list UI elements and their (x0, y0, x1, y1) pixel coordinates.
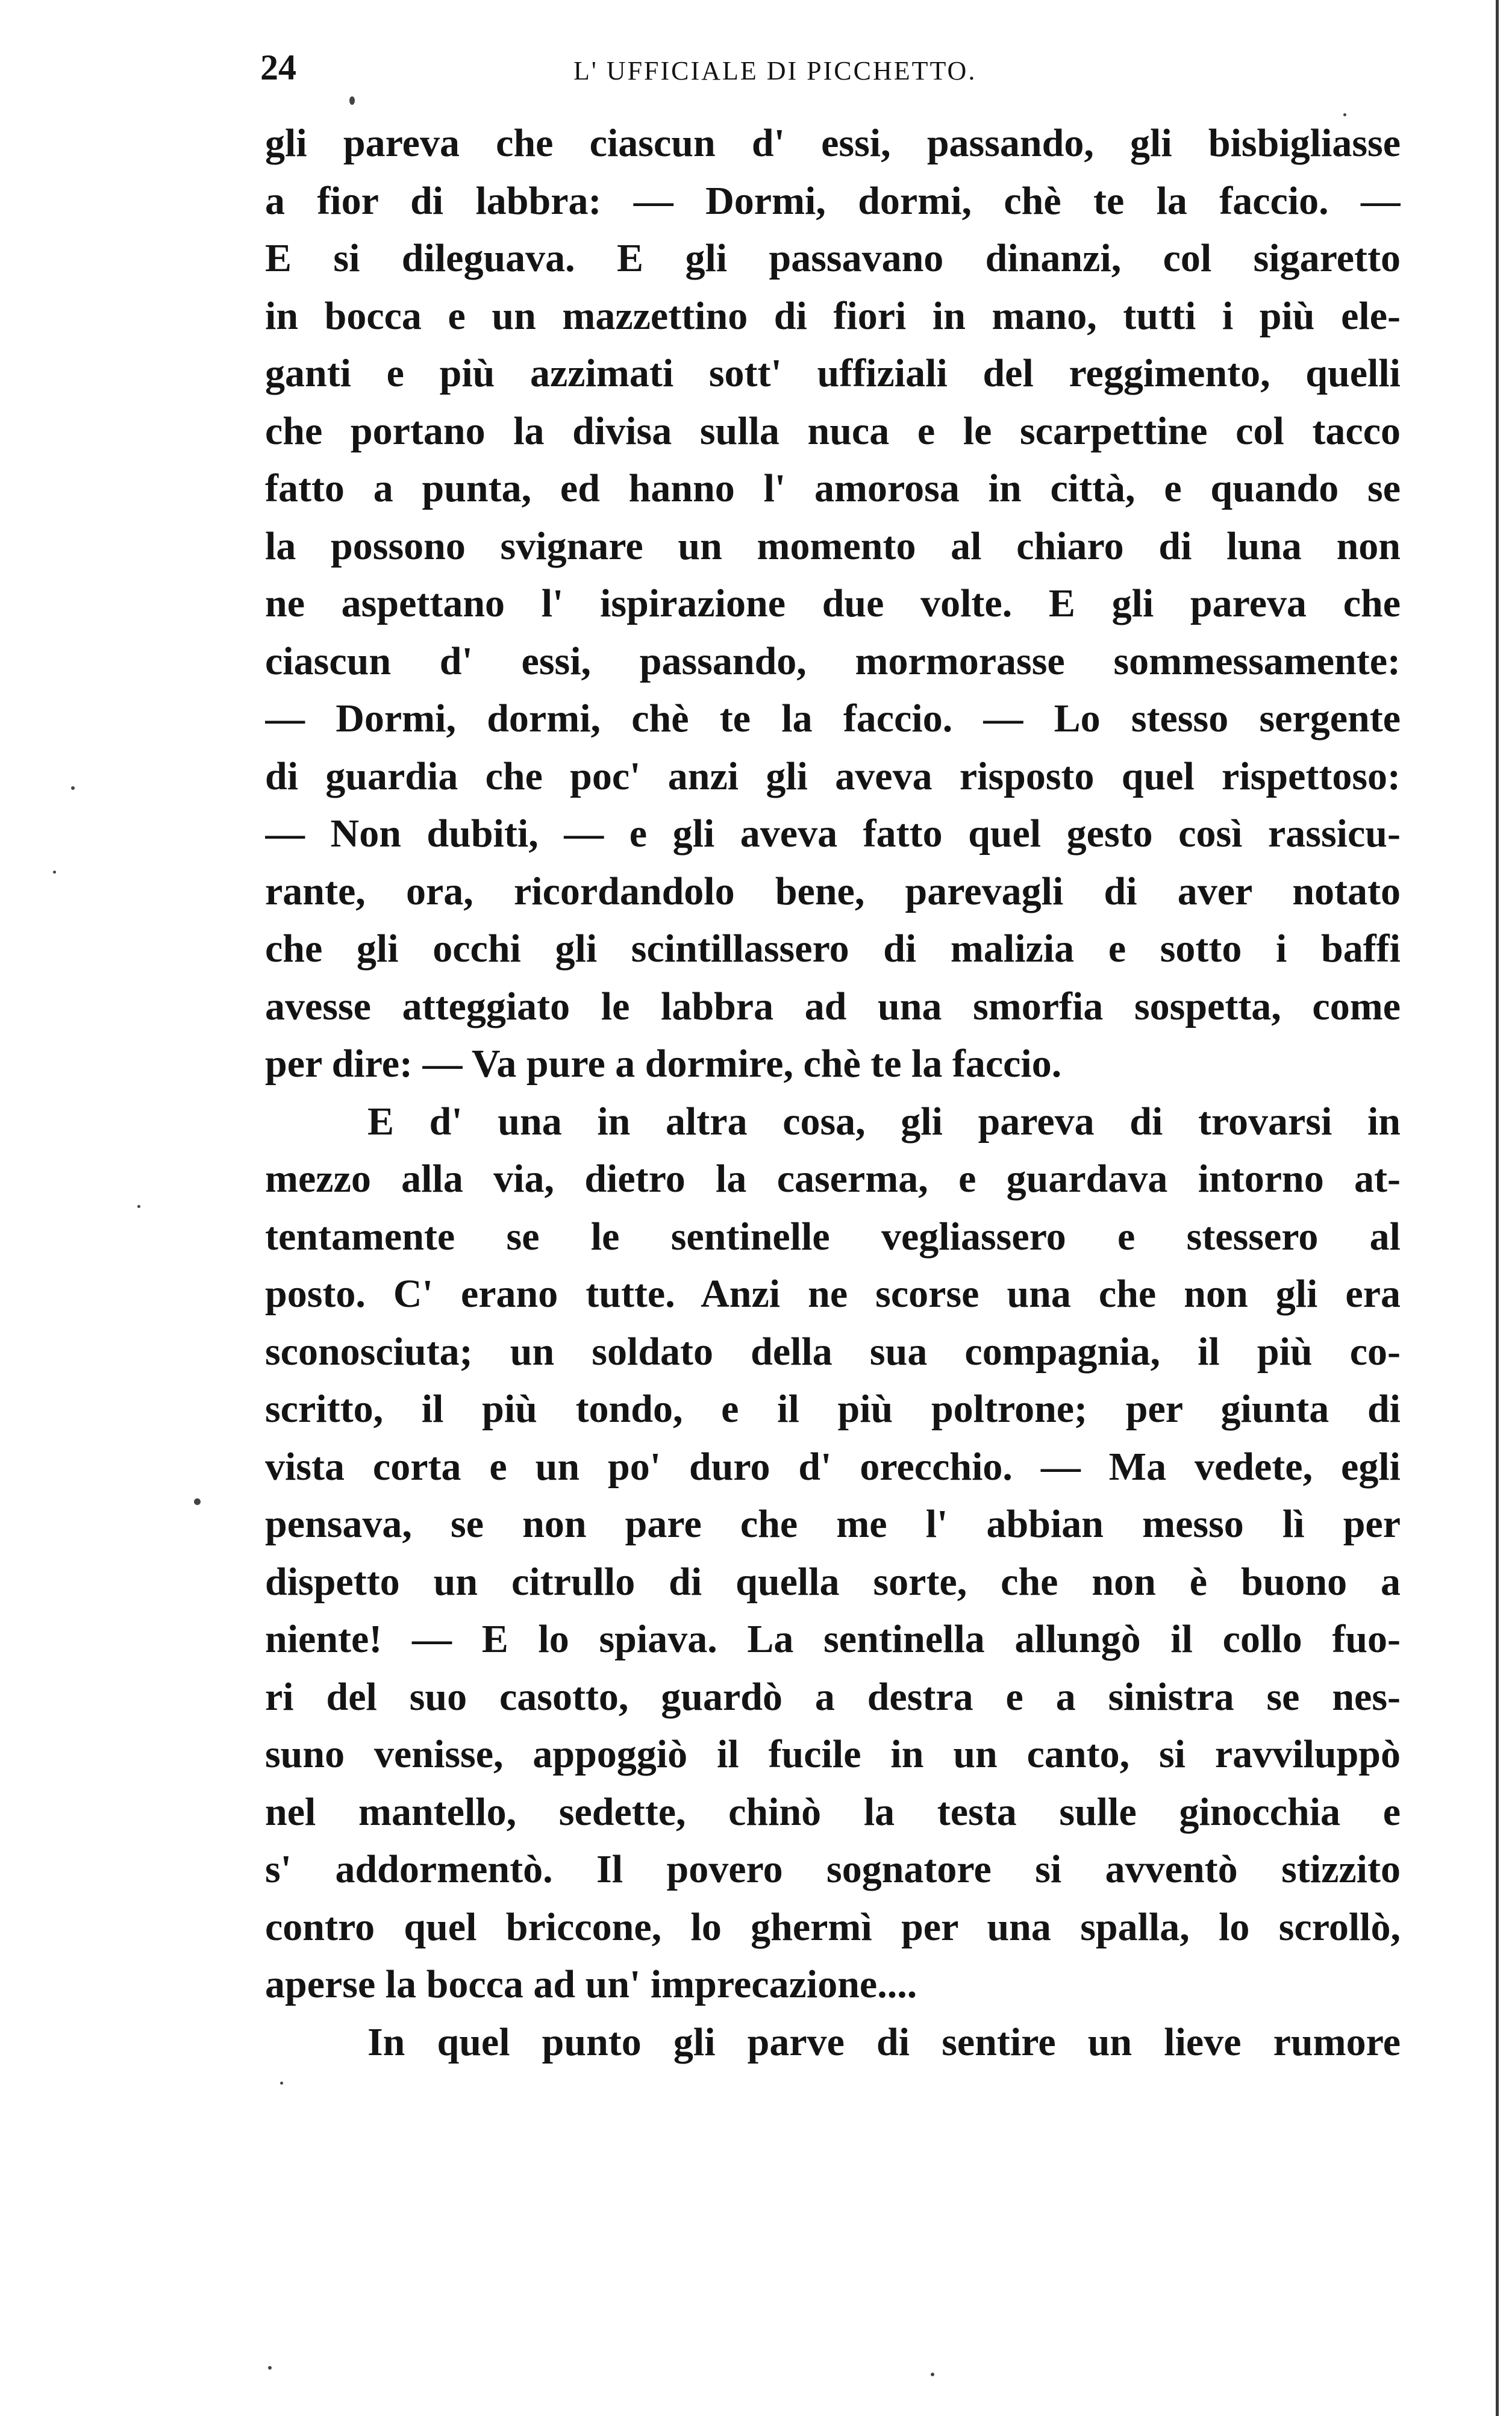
text-line: nel mantello, sedette, chinò la testa sulle ginocchia e (265, 1789, 1401, 1834)
text-line: ri del suo casotto, guardò a destra e a sinistra se nes- (265, 1674, 1401, 1719)
text-line: vista corta e un po' duro d' orecchio. — Ma vedete, egli (265, 1444, 1401, 1489)
scan-speck (53, 871, 56, 874)
text-line: in bocca e un mazzettino di fiori in mano, tutti i più ele- (265, 293, 1401, 338)
page-number: 24 (260, 48, 296, 87)
scan-speck (194, 1498, 201, 1505)
page-edge-line (1496, 0, 1499, 2416)
text-line: gli pareva che ciascun d' essi, passando, gli bisbigliasse (265, 121, 1401, 165)
scan-speck (1343, 113, 1346, 116)
text-line: la possono svignare un momento al chiaro di luna non (265, 524, 1401, 568)
text-line: niente! — E lo spiava. La sentinella allungò il collo fuo- (265, 1617, 1401, 1661)
text-line: posto. C' erano tutte. Anzi ne scorse una che non gli era (265, 1272, 1401, 1316)
paragraph-first-line: In quel punto gli parve di sentire un lieve rumore (367, 2020, 1401, 2064)
text-line: contro quel briccone, lo ghermì per una spalla, lo scrollò, (265, 1904, 1401, 1949)
text-line: aperse la bocca ad un' imprecazione.... (265, 1962, 917, 2006)
text-line: a fior di labbra: — Dormi, dormi, chè te la faccio. — (265, 178, 1401, 223)
text-line: fatto a punta, ed hanno l' amorosa in città, e quando se (265, 466, 1401, 510)
text-line: avesse atteggiato le labbra ad una smorfia sospetta, come (265, 984, 1401, 1028)
text-line: che portano la divisa sulla nuca e le scarpettine col tacco (265, 408, 1401, 453)
paragraph-first-line: E d' una in altra cosa, gli pareva di trovarsi in (367, 1099, 1401, 1144)
text-line: scritto, il più tondo, e il più poltrone; per giunta di (265, 1387, 1401, 1431)
text-line: ganti e più azzimati sott' uffiziali del reggimento, quelli (265, 351, 1401, 395)
body-text (265, 114, 1401, 2071)
text-line: mezzo alla via, dietro la caserma, e guardava intorno at- (265, 1157, 1401, 1201)
text-line: — Dormi, dormi, chè te la faccio. — Lo stesso sergente (265, 696, 1401, 740)
text-line: suno venisse, appoggiò il fucile in un canto, si ravviluppò (265, 1732, 1401, 1776)
text-line: sconosciuta; un soldato della sua compagnia, il più co- (265, 1329, 1401, 1374)
page-header (260, 43, 1399, 92)
scan-speck (931, 2373, 934, 2376)
text-line: di guardia che poc' anzi gli aveva risposto quel rispettoso: (265, 754, 1401, 798)
scan-speck (280, 2082, 283, 2085)
text-line: tentamente se le sentinelle vegliassero e stessero al (265, 1214, 1401, 1259)
text-line: ne aspettano l' ispirazione due volte. E gli pareva che (265, 581, 1401, 625)
scan-speck (137, 1205, 140, 1208)
text-line: dispetto un citrullo di quella sorte, che non è buono a (265, 1559, 1401, 1604)
running-title: L' UFFICIALE DI PICCHETTO. (573, 56, 977, 86)
text-line: ciascun d' essi, passando, mormorasse sommessamente: (265, 639, 1401, 683)
text-line: s' addormentò. Il povero sognatore si avventò stizzito (265, 1847, 1401, 1891)
scan-speck (71, 786, 75, 790)
text-line: rante, ora, ricordandolo bene, parevagli di aver notato (265, 869, 1401, 913)
text-line: che gli occhi gli scintillassero di malizia e sotto i baffi (265, 927, 1401, 971)
text-line: — Non dubiti, — e gli aveva fatto quel gesto così rassicu- (265, 812, 1401, 856)
scan-speck (268, 2366, 272, 2370)
text-line: per dire: — Va pure a dormire, chè te la faccio. (265, 1042, 1062, 1086)
text-line: E si dileguava. E gli passavano dinanzi, col sigaretto (265, 236, 1401, 280)
scan-speck (349, 96, 355, 105)
text-line: pensava, se non pare che me l' abbian messo lì per (265, 1502, 1401, 1546)
